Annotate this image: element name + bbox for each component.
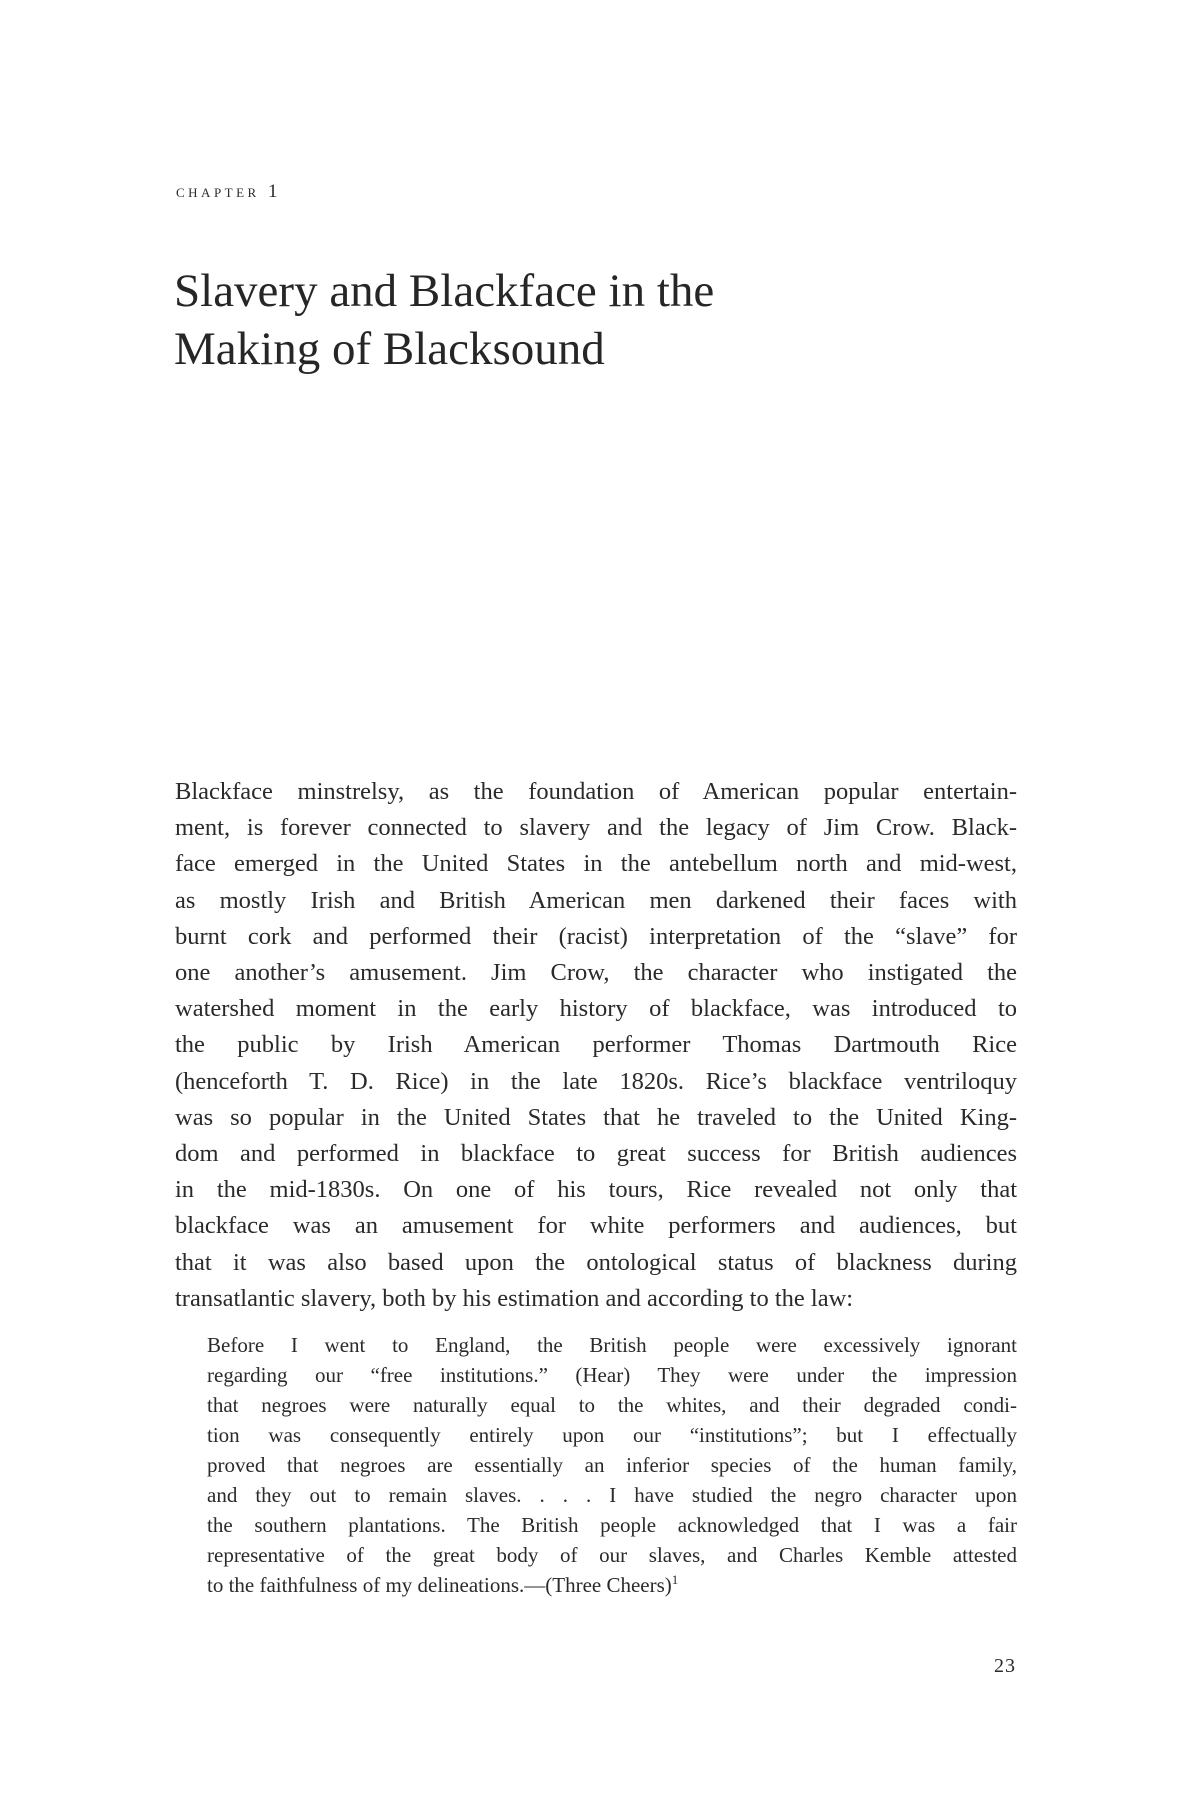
body-line: burnt cork and performed their (racist) interpretation of the “slave” for <box>175 922 1017 950</box>
block-quote <box>207 1330 1017 1600</box>
chapter-title-line: Slavery and Blackface in the <box>174 265 715 317</box>
body-line: Blackface minstrelsy, as the foundation of American popular entertain- <box>175 778 1017 805</box>
body-line: one another’s amusement. Jim Crow, the character who instigated the <box>175 959 1017 987</box>
body-line: the public by Irish American performer Thomas Dartmouth Rice <box>175 1031 1017 1059</box>
body-line: dom and performed in blackface to great success for British audiences <box>175 1140 1017 1168</box>
body-line: transatlantic slavery, both by his estimation and according to the law: <box>175 1284 854 1312</box>
quote-line: representative of the great body of our slaves, and Charles Kemble attested <box>207 1543 1017 1567</box>
page-number: 23 <box>994 1655 1016 1677</box>
footnote-marker[interactable]: 1 <box>671 1572 679 1587</box>
chapter-title-line: Making of Blacksound <box>174 323 605 375</box>
quote-line: the southern plantations. The British people acknowledged that I was a fair <box>207 1513 1017 1537</box>
chapter-label: chapter 1 <box>176 181 281 202</box>
body-line: face emerged in the United States in the antebellum north and mid-west, <box>175 850 1017 878</box>
quote-line: proved that negroes are essentially an inferior species of the human family, <box>207 1453 1017 1477</box>
body-line: blackface was an amusement for white performers and audiences, but <box>175 1212 1017 1240</box>
body-line: that it was also based upon the ontological status of blackness during <box>175 1248 1017 1276</box>
chapter-title <box>174 262 934 378</box>
body-line: was so popular in the United States that he traveled to the United King- <box>175 1103 1017 1131</box>
body-line: in the mid-1830s. On one of his tours, Rice revealed not only that <box>175 1176 1017 1204</box>
quote-line: tion was consequently entirely upon our “institutions”; but I effectually <box>207 1423 1017 1447</box>
body-line: as mostly Irish and British American men darkened their faces with <box>175 886 1017 914</box>
body-line: (henceforth T. D. Rice) in the late 1820s. Rice’s blackface ventriloquy <box>175 1067 1017 1095</box>
body-line: ment, is forever connected to slavery and the legacy of Jim Crow. Black- <box>175 814 1017 842</box>
body-line: watershed moment in the early history of blackface, was introduced to <box>175 995 1017 1023</box>
quote-line-text: to the faithfulness of my delineations.—(Three Cheers) <box>207 1573 672 1597</box>
quote-line: that negroes were naturally equal to the whites, and their degraded condi- <box>207 1393 1017 1417</box>
quote-line: and they out to remain slaves. . . . I have studied the negro character upon <box>207 1483 1017 1507</box>
body-paragraph <box>175 774 1017 1317</box>
quote-line-last <box>207 1570 1017 1600</box>
quote-line: Before I went to England, the British people were excessively ignorant <box>207 1333 1017 1357</box>
quote-line: regarding our “free institutions.” (Hear) They were under the impression <box>207 1363 1017 1387</box>
